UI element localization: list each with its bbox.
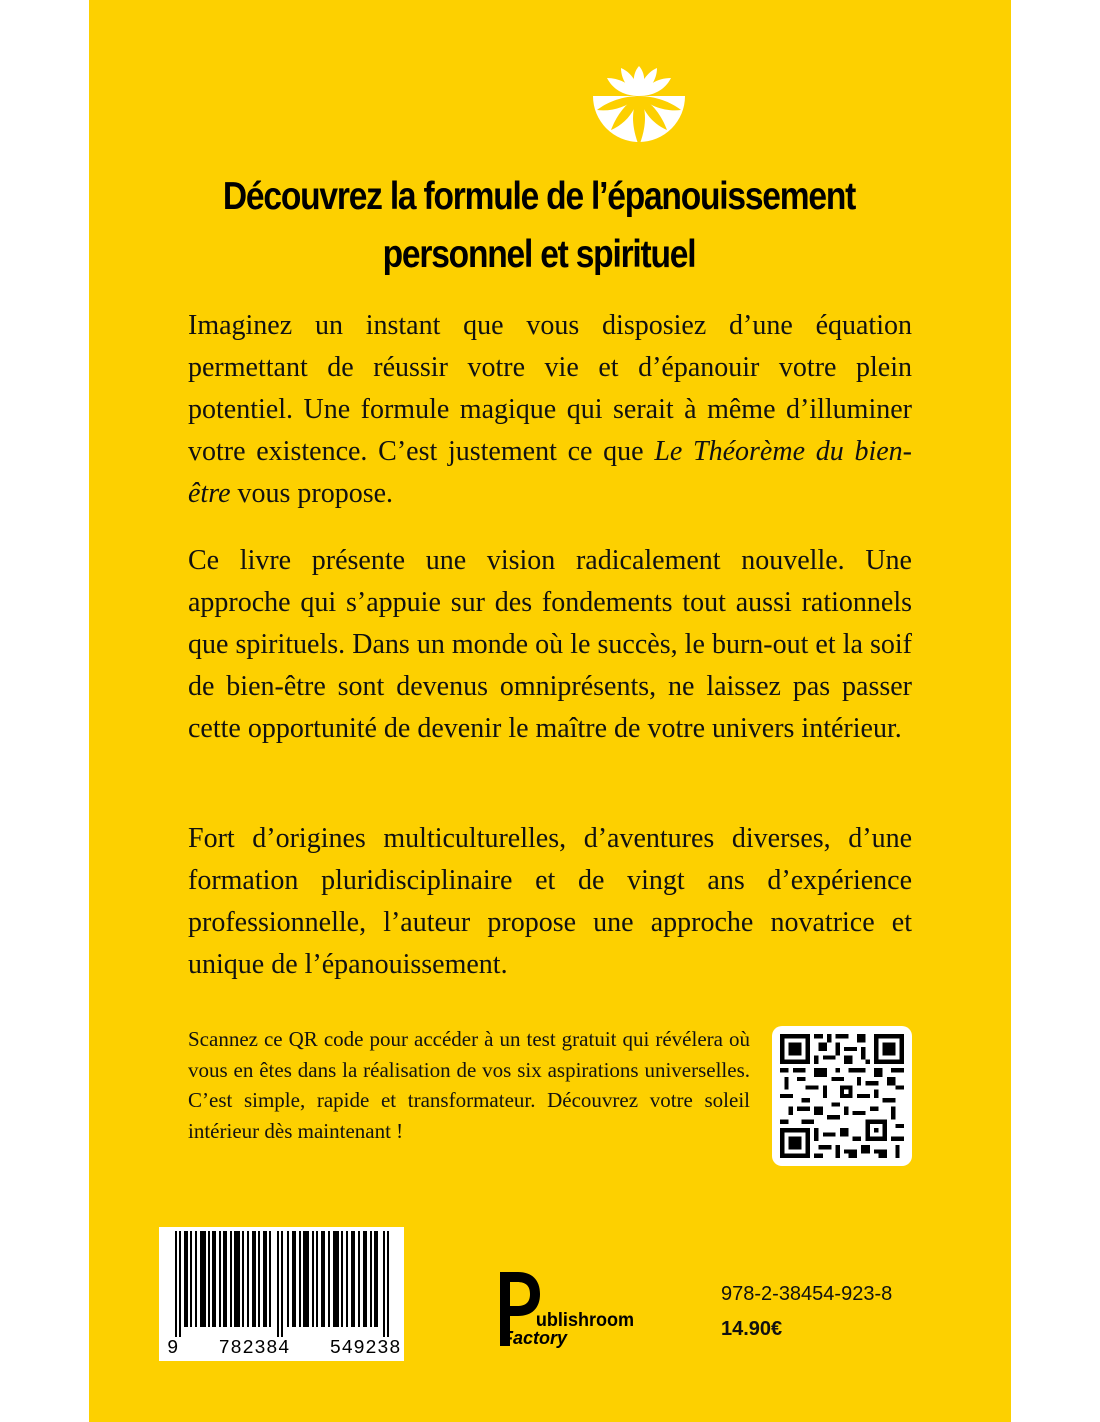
headline-line-2: personnel et spirituel xyxy=(382,233,696,276)
paragraph-intro xyxy=(188,305,912,515)
lotus-logo-icon xyxy=(591,66,687,152)
qr-code[interactable] xyxy=(772,1026,912,1166)
barcode-digit-group-left: 782384 xyxy=(218,1337,290,1359)
barcode-digit-group-right: 549238 xyxy=(329,1337,401,1359)
publisher-logo-icon xyxy=(496,1270,636,1350)
publisher-sub: Factory xyxy=(502,1328,568,1348)
paragraph-intro-text: Imaginez un instant que vous disposiez d’une équation permettant de réussir votre vie et d’épanouir votre plein potentiel. Une formule magique qui serait à même d’illuminer votre existence. C’est justement ce que xyxy=(188,310,912,467)
paragraph-vision: Ce livre présente une vision radicalement nouvelle. Une approche qui s’appuie sur des fondements tout aussi rationnels que spirituels. Dans un monde où le succès, le burn-out et la soif de bien-être sont devenus omniprésents, ne laissez pas passer cette opportunité de devenir le maître de votre univers intérieur. xyxy=(188,545,912,744)
headline-line-1: Découvrez la formule de l’épanouissement xyxy=(222,175,856,218)
barcode-bars-icon xyxy=(165,1231,399,1337)
price: 14.90€ xyxy=(721,1318,783,1340)
paragraph-intro-end: vous propose. xyxy=(230,478,394,509)
isbn-barcode xyxy=(159,1227,404,1361)
paragraph-author: Fort d’origines multiculturelles, d’aventures diverses, d’une formation pluridisciplinaire et de vingt ans d’expérience professionnelle, l’auteur propose une approche novatrice et unique de l’épanouissement. xyxy=(188,823,912,980)
qr-description: Scannez ce QR code pour accéder à un test gratuit qui révélera où vous en êtes dans la réalisation de vos six aspirations universelles. C’est simple, rapide et transformateur. Découvrez votre soleil intérieur dès maintenant ! xyxy=(188,1027,750,1143)
publisher-logo xyxy=(496,1270,636,1350)
headline xyxy=(152,168,926,284)
publisher-name: ublishroom xyxy=(535,1308,635,1331)
isbn-number: 978-2-38454-923-8 xyxy=(721,1283,893,1305)
book-back-cover xyxy=(89,0,1011,1422)
qr-code-icon xyxy=(780,1034,904,1158)
barcode-digit-lead: 9 xyxy=(167,1337,179,1359)
book-title-italic: Le Théorème du bien-être xyxy=(188,436,912,509)
barcode-digits xyxy=(165,1337,401,1359)
